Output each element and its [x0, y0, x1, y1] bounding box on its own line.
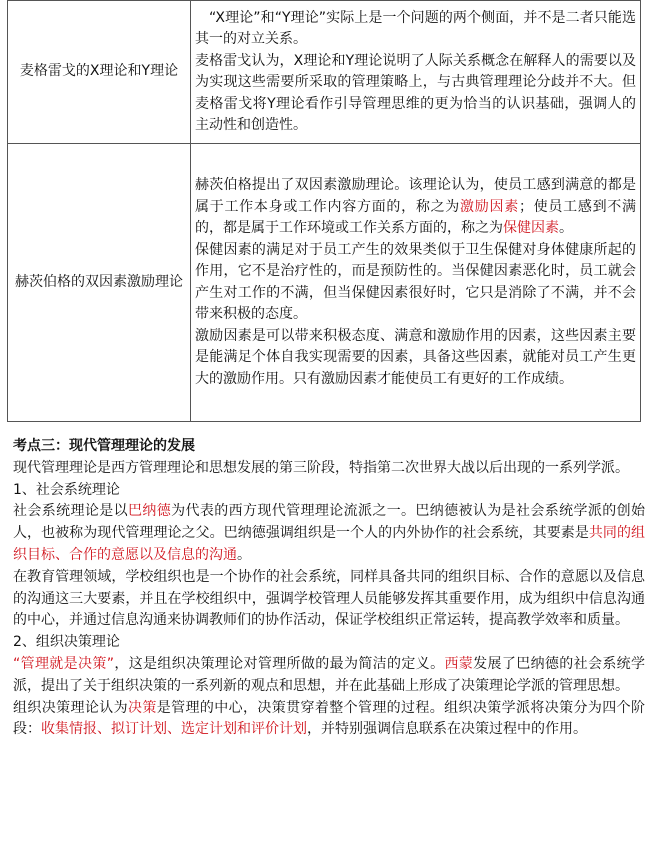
subsection-title: 1、社会系统理论: [13, 481, 120, 498]
highlight-text: 保健因素: [503, 220, 559, 236]
description-paragraph: “X理论”和“Y理论”实际上是一个问题的两个侧面，并不是二者只能选其一的对立关系。: [195, 9, 636, 47]
description-paragraph: 赫茨伯格提出了双因素激励理论。该理论认为，使员工感到满意的都是属于工作本身或工作内容方面的，称之为激励因素；使员工感到不满的，都是属于工作环境或工作关系方面的，称之为保健因素。: [195, 177, 637, 236]
highlight-text: 共同的组织目标、合作的意愿以及信息的沟通: [13, 525, 646, 563]
highlight-text: 西蒙: [444, 655, 474, 672]
highlight-text: “管理就是决策”: [13, 655, 114, 672]
description-paragraph: 保健因素的满足对于员工产生的效果类似于卫生保健对身体健康所起的作用，它不是治疗性的，而是预防性的。当保健因素恶化时，员工就会产生对工作的不满，但当保健因素很好时，它只是消除了不满，并不会带来积极的态度。: [195, 241, 636, 322]
paragraph: 组织决策理论认为决策是管理的中心，决策贯穿着整个管理的过程。组织决策学派将决策分为四个阶段：收集情报、拟订计划、选定计划和评价计划，并特别强调信息联系在决策过程中的作用。: [13, 699, 646, 738]
description-paragraph: 麦格雷戈认为，X理论和Y理论说明了人际关系概念在解释人的需要以及为实现这些需要所采取的管理策略上，与古典管理理论分歧并不大。但麦格雷戈将Y理论看作引导管理思维的更为恰当的认识基础，强调人的主动性和创造性。: [195, 52, 636, 133]
highlight-text: 巴纳德: [127, 503, 172, 520]
section-intro: 现代管理理论是西方管理理论和思想发展的第三阶段，特指第二次世界大战以后出现的一系列学派。: [13, 459, 629, 476]
theory-name-cell: 麦格雷戈的X理论和Y理论: [8, 1, 191, 144]
highlight-text: 收集情报、拟订计划、选定计划和评价计划: [41, 721, 307, 738]
theory-description-cell: [191, 1, 641, 144]
table-row: [8, 144, 641, 422]
paragraph: “管理就是决策”，这是组织决策理论对管理所做的最为简洁的定义。西蒙发展了巴纳德的社会系统学派，提出了关于组织决策的一系列新的观点和思想，并在此基础上形成了决策理论学派的管理思想。: [13, 655, 646, 694]
table-row: [8, 1, 641, 144]
paragraph: 社会系统理论是以巴纳德为代表的西方现代管理理论流派之一。巴纳德被认为是社会系统学派的创始人，也被称为现代管理理论之父。巴纳德强调组织是一个人的内外协作的社会系统，其要素是共同的组织目标、合作的意愿以及信息的沟通。: [13, 503, 646, 563]
highlight-text: 决策: [127, 699, 157, 716]
theory-name-cell: 赫茨伯格的双因素激励理论: [8, 144, 191, 422]
subsection-title: 2、组织决策理论: [13, 634, 120, 651]
paragraph: 在教育管理领域，学校组织也是一个协作的社会系统，同样具备共同的组织目标、合作的意愿以及信息的沟通这三大要素，并且在学校组织中，强调学校管理人员能够发挥其重要作用，成为组织中信息沟通的中心，并通过信息沟通来协调教师们的协作活动，保证学校组织正常运转，提高教学效率和质量。: [13, 568, 645, 629]
description-paragraph: 激励因素是可以带来积极态度、满意和激励作用的因素，这些因素主要是能满足个体自我实现需要的因素，具备这些因素，就能对员工产生更大的激励作用。只有激励因素才能使员工有更好的工作成绩。: [195, 327, 636, 387]
highlight-text: 激励因素: [460, 198, 519, 215]
section-heading: 考点三：现代管理理论的发展: [13, 438, 195, 454]
theory-table: [7, 0, 641, 422]
theory-description-cell: [191, 144, 641, 422]
modern-theory-section: [13, 436, 645, 741]
